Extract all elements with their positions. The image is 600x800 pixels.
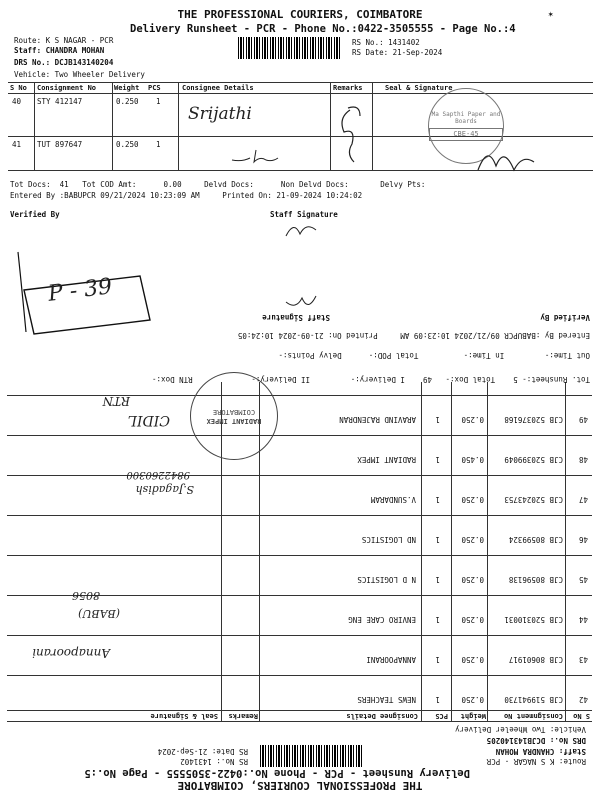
- row-cons: CJB 520376168: [504, 415, 563, 424]
- staff-signature-label: Staff Signature: [270, 210, 338, 219]
- col-weight: Weight: [460, 712, 486, 720]
- staff-label: Staff: CHANDRA MOHAN: [495, 747, 586, 756]
- col-remarks: Remarks: [228, 712, 258, 720]
- col-consignment: Consignment No: [37, 84, 97, 92]
- company-seal: RADIANT IMPEX COIMBATORE: [190, 372, 278, 460]
- row-divider: [7, 475, 592, 476]
- row-consignee: N D LOGISTICS: [357, 575, 416, 584]
- row-weight: 0.450: [461, 455, 484, 464]
- row-consignee: ENVIRO CARE ENG: [348, 615, 416, 624]
- row-pcs: 1: [435, 655, 440, 664]
- row-divider: [7, 635, 592, 636]
- page-subtitle: Delivery Runsheet - PCR - Phone No.:0422-3505555 - Page No.:4: [130, 23, 516, 35]
- page-title: THE PROFESSIONAL COURIERS, COIMBATORE: [177, 8, 423, 21]
- handwritten-note: Annapoorani: [32, 646, 110, 660]
- row-sno: 49: [578, 415, 588, 424]
- row-sno: 42: [578, 695, 588, 704]
- col-sno: S No: [10, 84, 27, 92]
- handwritten-note: (BABU): [78, 607, 120, 620]
- company-seal: Ma Sapthi Paper and Boards CBE-45: [428, 88, 504, 164]
- row-consignee: NEWS TEACHERS: [357, 695, 416, 704]
- entered-line: Entered By :BABUPCR 09/21/2024 10:23:09 AM Printed On: 21-09-2024 10:24:02: [10, 191, 363, 200]
- row-weight: 0.250: [461, 695, 484, 704]
- handwritten-note: RTN: [102, 394, 130, 408]
- row-cons: CJB 519941730: [504, 695, 563, 704]
- row-divider: [7, 435, 592, 436]
- totals-line: Tot Docs: 41 Tot COD Amt: 0.00 Delvd Docs: Non Delvd Docs: Delvy Pts:: [10, 180, 426, 189]
- row-pcs: 1: [435, 615, 440, 624]
- vehicle-label: Vehicle: Two Wheeler Delivery: [455, 725, 586, 734]
- row-cons: CJB 80596138: [508, 575, 563, 584]
- row-sno: 43: [578, 655, 588, 664]
- row-weight: 0.250: [461, 495, 484, 504]
- row-weight: 0.250: [461, 575, 484, 584]
- row-divider: [7, 515, 592, 516]
- col-consignee: Consignee Details: [182, 84, 254, 92]
- row-cons: CJB 80601917: [508, 655, 563, 664]
- row-cons: CJB 520399049: [504, 455, 563, 464]
- row-pcs: 1: [435, 695, 440, 704]
- row-consignee: RADIANT IMPEX: [357, 455, 416, 464]
- totals-line: Tot. Runsheet:- 5 Total Dox:- 49 I Delivery:- II Delivery:- RTN Dox:-: [152, 375, 590, 384]
- rs-number: RS No.: 1431402: [180, 757, 248, 766]
- handwritten-note: S.Jagadish: [135, 483, 194, 496]
- row-pcs: 1: [435, 415, 440, 424]
- row-consignee: ANNAPOORANI: [366, 655, 416, 664]
- row-consignee: ND LOGISTICS: [361, 535, 416, 544]
- col-remarks: Remarks: [333, 84, 363, 92]
- handwritten-note: P - 39: [46, 274, 114, 307]
- drs-label: DRS No.: DCJB143140204: [14, 58, 114, 67]
- verified-by-label: Verified By: [540, 313, 590, 322]
- row-cons: CJB 520310031: [504, 615, 563, 624]
- col-consignment: Consignment No: [503, 712, 563, 720]
- staff-signature-label: Staff Signature: [262, 313, 330, 322]
- staff-label: Staff: CHANDRA MOHAN: [14, 46, 105, 55]
- row-divider: [7, 555, 592, 556]
- staff-signature-scribble: [280, 290, 320, 314]
- route-label: Route: K S NAGAR - PCR: [486, 757, 586, 766]
- row-pcs: 1: [435, 535, 440, 544]
- row-weight: 0.250: [461, 415, 484, 424]
- col-seal: Seal & Signature: [150, 712, 218, 720]
- rs-date: RS Date: 21-Sep-2024: [157, 747, 248, 756]
- row-divider: [7, 675, 592, 676]
- row-cons: CJB 520243753: [504, 495, 563, 504]
- row-sno: 47: [578, 495, 588, 504]
- handwritten-note: CIDIL: [127, 412, 170, 428]
- verified-by-label: Verified By: [10, 210, 60, 219]
- out-time-line: Out Time:- In Time:- Total POD:- Delvy Points:-: [278, 351, 590, 360]
- row-pcs: 1: [435, 455, 440, 464]
- vehicle-label: Vehicle: Two Wheeler Delivery: [14, 70, 145, 79]
- col-weight: Weight: [114, 84, 140, 92]
- row-pcs: 1: [435, 575, 440, 584]
- col-consignee: Consignee Details: [346, 712, 418, 720]
- handwritten-note: 8056: [72, 589, 100, 602]
- row-pcs: 1: [435, 495, 440, 504]
- col-pcs: PCS: [148, 84, 161, 92]
- barcode-image: [258, 745, 362, 767]
- row-consignee: ARAVIND RAJENDRAN: [339, 415, 416, 424]
- row-weight: 0.250: [461, 535, 484, 544]
- handwritten-signature: Srijathi: [188, 104, 252, 124]
- page-title: THE PROFESSIONAL COURIERS, COIMBATORE: [177, 779, 423, 792]
- handwritten-note: 9842260300: [126, 469, 190, 480]
- row-sno: 45: [578, 575, 588, 584]
- page-subtitle: Delivery Runsheet - PCR - Phone No.:0422-3505555 - Page No.:5: [84, 767, 470, 779]
- col-pcs: PCS: [435, 712, 448, 720]
- star-mark-icon: ✶: [548, 10, 554, 20]
- row-consignee: V.SUNDARAM: [370, 495, 416, 504]
- row-divider: [7, 395, 592, 396]
- row-sno: 48: [578, 455, 588, 464]
- row-sno: 46: [578, 535, 588, 544]
- row-weight: 0.250: [461, 615, 484, 624]
- route-label: Route: K S NAGAR - PCR: [14, 36, 114, 45]
- entered-line: Entered By :BABUPCR 09/21/2024 10:23:09 AM Printed On: 21-09-2024 10:24:05: [237, 331, 590, 340]
- drs-label: DRS No.: DCJB143140205: [486, 736, 586, 745]
- row-sno: 44: [578, 615, 588, 624]
- col-seal: Seal & Signature: [385, 84, 453, 92]
- rs-date: RS Date: 21-Sep-2024: [352, 48, 443, 57]
- col-sno: S No: [573, 712, 590, 720]
- rs-number: RS No.: 1431402: [352, 38, 420, 47]
- row-weight: 0.250: [461, 655, 484, 664]
- row-cons: CJB 80599324: [508, 535, 563, 544]
